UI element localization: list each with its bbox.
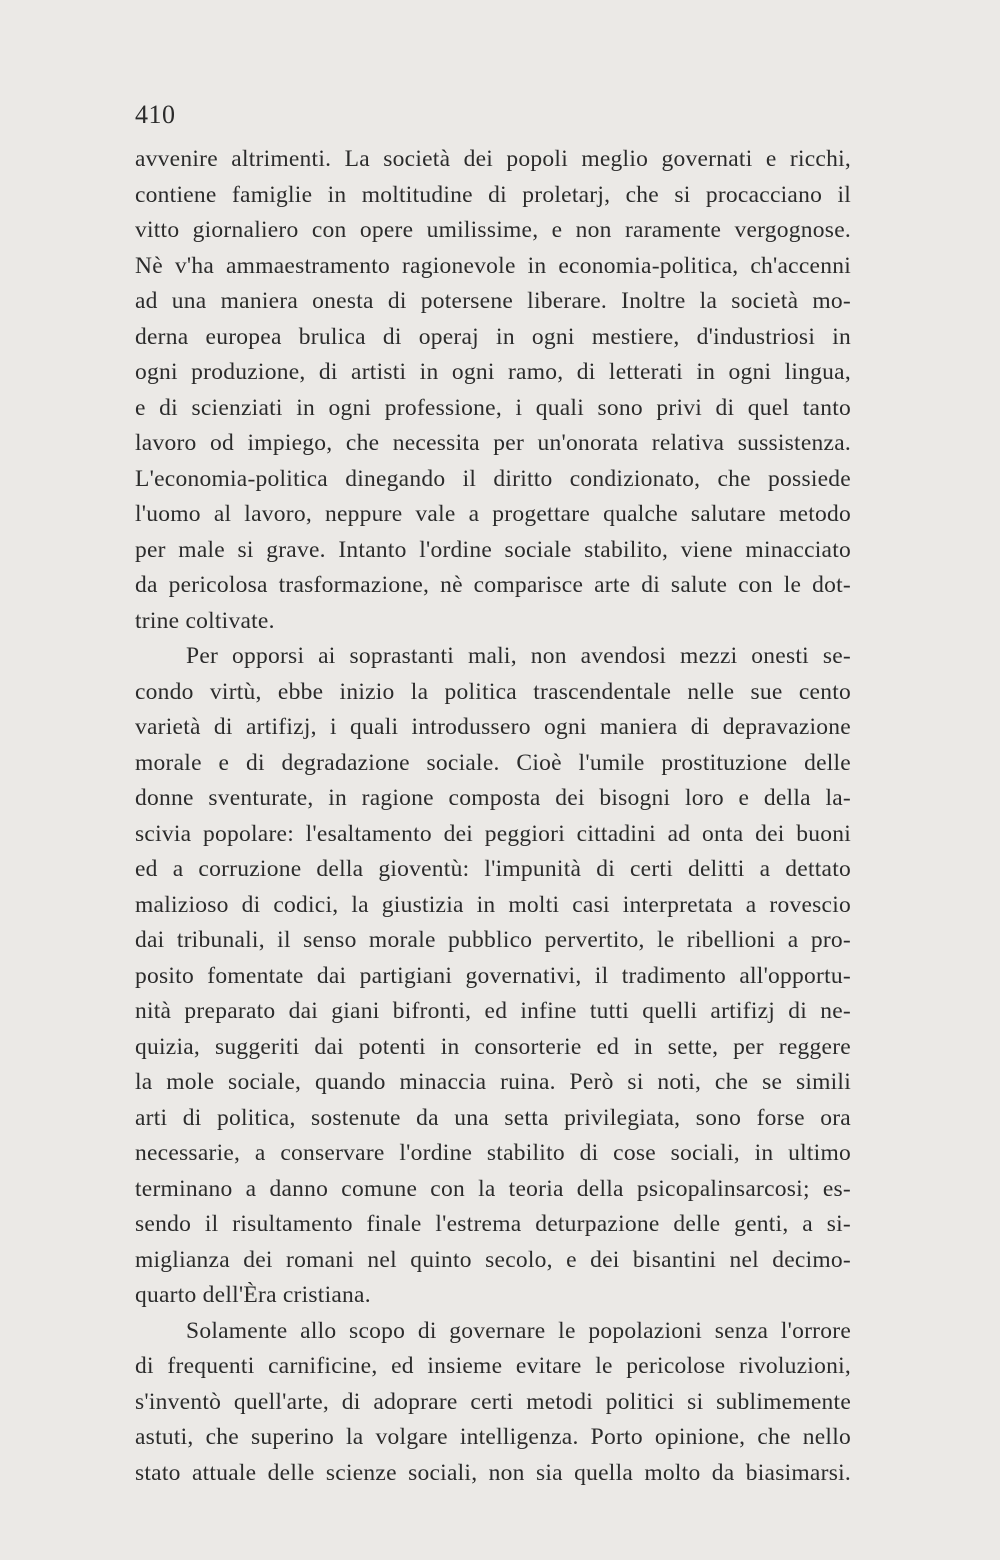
text-line: derna europea brulica di operaj in ogni mestiere, d'industriosi in [135,323,851,350]
text-line: contiene famiglie in moltitudine di proletarj, che si procacciano il [135,181,851,208]
text-line: ad una maniera onesta di potersene liberare. Inoltre la società mo- [135,288,851,314]
text-line: necessarie, a conservare l'ordine stabilito di cose sociali, in ultimo [135,1140,851,1166]
text-line: sendo il risultamento finale l'estrema deturpazione delle genti, a si- [135,1211,851,1237]
text-line: trine coltivate. [135,607,275,634]
text-line: morale e di degradazione sociale. Cioè l'umile prostituzione delle [135,749,851,776]
text-line: e di scienziati in ogni professione, i quali sono privi di quel tanto [135,394,851,421]
text-line: ogni produzione, di artisti in ogni ramo, di letterati in ogni lingua, [135,359,851,385]
text-line: lavoro od impiego, che necessita per un'onorata relativa sussistenza. [135,430,851,456]
text-line: dai tribunali, il senso morale pubblico pervertito, le ribellioni a pro- [135,927,851,953]
page-number: 410 [135,100,176,129]
text-line: quarto dell'Èra cristiana. [135,1282,371,1308]
text-line: s'inventò quell'arte, di adoprare certi metodi politici si sublimemente [135,1388,851,1415]
paragraph [135,142,851,639]
text-line: posito fomentate dai partigiani governativi, il tradimento all'opportu- [135,962,851,989]
text-line: Solamente allo scopo di governare le popolazioni senza l'orrore [186,1317,851,1344]
text-line: terminano a danno comune con la teoria della psicopalinsarcosi; es- [135,1175,851,1202]
text-line: avvenire altrimenti. La società dei popoli meglio governati e ricchi, [135,146,851,172]
text-line: da pericolosa trasformazione, nè comparisce arte di salute con le dot- [135,572,851,598]
paragraph [135,1314,851,1492]
text-line: astuti, che superino la volgare intelligenza. Porto opinione, che nello [135,1424,851,1450]
text-line: scivia popolare: l'esaltamento dei peggiori cittadini ad onta dei buoni [135,820,851,847]
text-line: donne sventurate, in ragione composta dei bisogni loro e della la- [135,785,851,811]
text-line: vitto giornaliero con opere umilissime, e non raramente vergognose. [135,217,851,243]
text-line: nità preparato dai giani bifronti, ed infine tutti quelli artifizj di ne- [135,998,851,1024]
text-line: la mole sociale, quando minaccia ruina. Però si noti, che se simili [135,1069,851,1095]
text-line: condo virtù, ebbe inizio la politica trascendentale nelle sue cento [135,678,851,705]
text-line: L'economia-politica dinegando il diritto condizionato, che possiede [135,465,851,492]
text-line: arti di politica, sostenute da una setta privilegiata, sono forse ora [135,1104,851,1131]
body-text [135,142,851,1491]
text-line: di frequenti carnificine, ed insieme evitare le pericolose rivoluzioni, [135,1353,851,1379]
text-line: l'uomo al lavoro, neppure vale a progettare qualche salutare metodo [135,501,851,527]
text-line: Per opporsi ai soprastanti mali, non avendosi mezzi onesti se- [186,643,851,669]
paragraph [135,639,851,1314]
text-line: stato attuale delle scienze sociali, non sia quella molto da biasimarsi. [135,1459,851,1486]
text-line: per male si grave. Intanto l'ordine sociale stabilito, viene minacciato [135,536,851,563]
text-line: quizia, suggeriti dai potenti in consorterie ed in sette, per reggere [135,1033,851,1060]
text-line: varietà di artifizj, i quali introdussero ogni maniera di depravazione [135,714,851,740]
text-line: malizioso di codici, la giustizia in molti casi interpretata a rovescio [135,891,851,918]
text-line: Nè v'ha ammaestramento ragionevole in economia-politica, ch'accenni [135,252,851,279]
text-line: ed a corruzione della gioventù: l'impunità di certi delitti a dettato [135,856,851,882]
text-line: miglianza dei romani nel quinto secolo, e dei bisantini nel decimo- [135,1246,851,1273]
